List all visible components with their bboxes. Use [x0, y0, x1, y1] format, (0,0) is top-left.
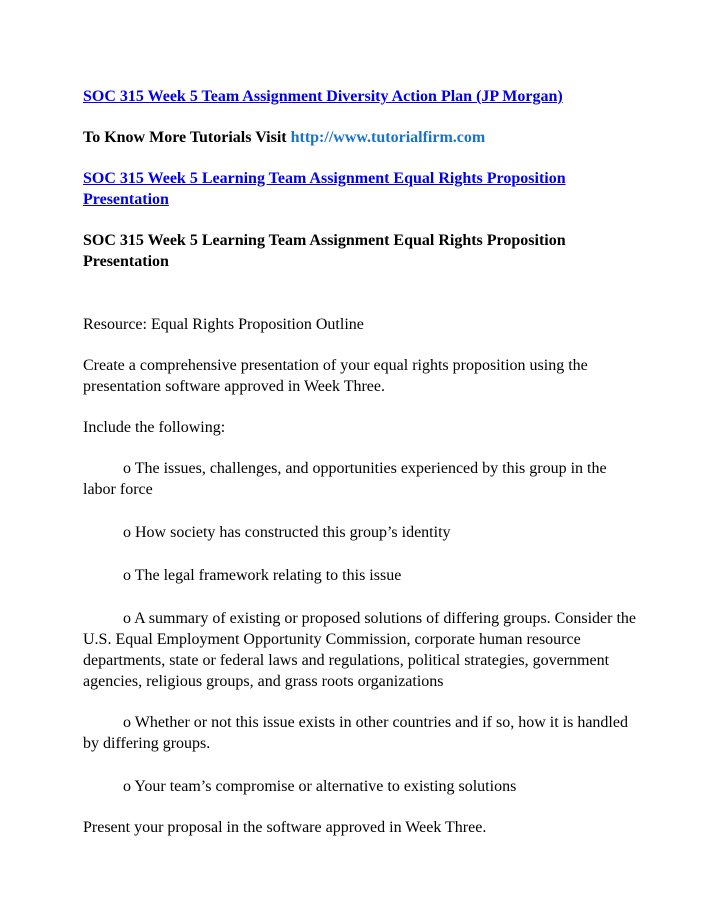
- heading-link-equal-rights[interactable]: [83, 168, 639, 210]
- list-item: o Your team’s compromise or alternative to existing solutions: [123, 778, 517, 795]
- list-item: o A summary of existing or proposed solutions of differing groups. Consider the U.S. Equal Employment Opportunity Commission, corporate human resource departments, state or federal laws and regulations, political strategies, government agencies, religious groups, and grass roots organizations: [83, 610, 636, 690]
- list-item: o The issues, challenges, and opportunities experienced by this group in the labor force: [83, 460, 607, 498]
- list-item: o The legal framework relating to this issue: [123, 567, 402, 584]
- closing-paragraph: Present your proposal in the software approved in Week Three.: [83, 819, 487, 836]
- intro-paragraph: Create a comprehensive presentation of your equal rights proposition using the presentation software approved in Week Three.: [83, 357, 588, 395]
- heading-link-text[interactable]: SOC 315 Week 5 Learning Team Assignment Equal Rights Proposition Presentation: [83, 170, 566, 208]
- document-page: [83, 86, 639, 838]
- resource-line: Resource: Equal Rights Proposition Outline: [83, 316, 364, 333]
- tutorials-line: [83, 127, 639, 148]
- list-item: o Whether or not this issue exists in other countries and if so, how it is handled by differing groups.: [83, 714, 628, 752]
- document-title: SOC 315 Week 5 Learning Team Assignment Equal Rights Proposition Presentation: [83, 232, 566, 270]
- tutorials-prefix: To Know More Tutorials Visit: [83, 129, 291, 146]
- tutorials-url-link[interactable]: http://www.tutorialfirm.com: [290, 129, 486, 146]
- include-label: Include the following:: [83, 419, 226, 436]
- heading-link-text[interactable]: SOC 315 Week 5 Team Assignment Diversity Action Plan (JP Morgan): [83, 88, 563, 105]
- list-item: o How society has constructed this group’s identity: [123, 524, 451, 541]
- heading-link-diversity-action-plan[interactable]: [83, 86, 639, 107]
